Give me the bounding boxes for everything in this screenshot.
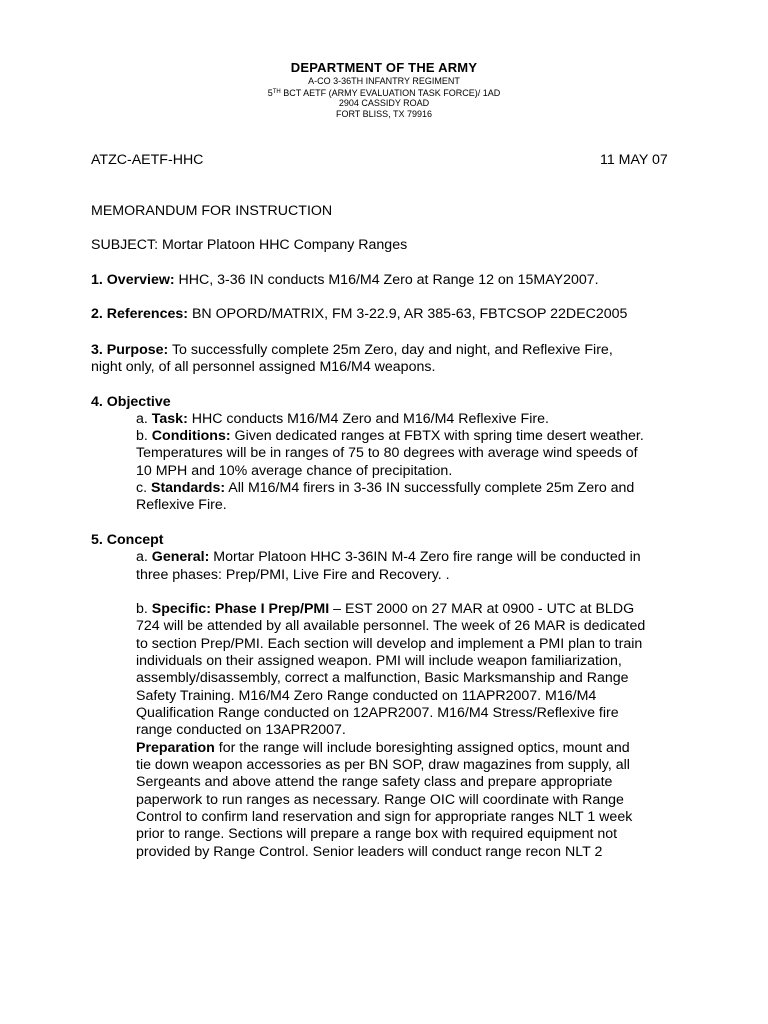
general-text-2: three phases: Prep/PMI, Live Fire and Recovery. .	[136, 567, 450, 583]
standards-label: Standards:	[150, 480, 226, 496]
section-references	[91, 306, 627, 323]
purpose-text-2: night only, of all personnel assigned M16/M4 weapons.	[91, 359, 436, 375]
general-text-1: Mortar Platoon HHC 3-36IN M-4 Zero fire range will be conducted in	[209, 549, 641, 565]
letterhead-city: FORT BLISS, TX 79916	[335, 109, 433, 119]
specific-line-1: – EST 2000 on 27 MAR at 0900 - UTC at BLDG	[329, 601, 635, 617]
memo-subject: SUBJECT: Mortar Platoon HHC Company Ranges	[91, 237, 408, 253]
concept-general	[136, 549, 641, 566]
task-label: Task:	[151, 411, 188, 427]
preparation-label: Preparation	[136, 740, 215, 756]
references-text: BN OPORD/MATRIX, FM 3-22.9, AR 385-63, FBTCSOP 22DEC2005	[188, 306, 628, 322]
preparation-line-6: prior to range. Sections will prepare a range box with required equipment not	[136, 826, 618, 842]
specific-line-6: Safety Training. M16/M4 Zero Range conducted on 11APR2007. M16/M4	[136, 688, 597, 704]
memo-date: 11 MAY 07	[600, 152, 668, 168]
letterhead-bct-superscript: TH	[272, 89, 281, 95]
concept-heading	[91, 532, 164, 549]
conditions-text-3: 10 MPH and 10% average chance of precipitation.	[136, 463, 453, 479]
objective-label: 4. Objective	[91, 394, 171, 410]
section-overview	[91, 272, 599, 289]
general-prefix: a.	[136, 549, 152, 565]
specific-line-7: Qualification Range conducted on 12APR2007. M16/M4 Stress/Reflexive fire	[136, 705, 619, 721]
conditions-prefix: b.	[136, 428, 152, 444]
preparation-line-7: provided by Range Control. Senior leaders will conduct range recon NLT 2	[136, 844, 603, 860]
letterhead-street: 2904 CASSIDY ROAD	[338, 98, 430, 108]
objective-standards	[136, 480, 634, 497]
specific-line-5: assembly/disassembly, correct a malfunction, Basic Marksmanship and Range	[136, 670, 629, 686]
preparation-line-5: Control to confirm land reservation and sign for appropriate ranges NLT 1 week	[136, 809, 633, 825]
specific-line-2: 724 will be attended by all available personnel. The week of 26 MAR is dedicated	[136, 618, 646, 634]
letterhead-bct-text: BCT AETF (ARMY EVALUATION TASK FORCE)/ 1AD	[280, 88, 501, 98]
purpose-text-1: To successfully complete 25m Zero, day and night, and Reflexive Fire,	[168, 342, 613, 358]
specific-line-4: individuals on their assigned weapon. PMI will include weapon familiarization,	[136, 653, 622, 669]
general-label: General:	[151, 549, 210, 565]
specific-prefix: b.	[136, 601, 152, 617]
overview-text: HHC, 3-36 IN conducts M16/M4 Zero at Range 12 on 15MAY2007.	[174, 272, 599, 288]
purpose-label: 3. Purpose:	[91, 342, 169, 358]
section-purpose	[91, 342, 613, 359]
preparation-line-1	[136, 740, 630, 757]
task-text: HHC conducts M16/M4 Zero and M16/M4 Reflexive Fire.	[187, 411, 549, 427]
specific-line-8: range conducted on 13APR2007.	[136, 722, 346, 738]
specific-line-3: to section Prep/PMI. Each section will develop and implement a PMI plan to train	[136, 636, 643, 652]
letterhead-unit: A-CO 3-36TH INFANTRY REGIMENT	[308, 76, 460, 86]
conditions-label: Conditions:	[151, 428, 231, 444]
task-prefix: a.	[136, 411, 152, 427]
references-label: 2. References:	[91, 306, 188, 322]
preparation-line-4: paperwork to run ranges as necessary. Range OIC will coordinate with Range	[136, 792, 624, 808]
preparation-line-3: Sergeants and above attend the range safety class and prepare appropriate	[136, 774, 613, 790]
objective-task	[136, 411, 549, 428]
overview-label: 1. Overview:	[91, 272, 175, 288]
concept-specific	[136, 601, 634, 618]
memo-for: MEMORANDUM FOR INSTRUCTION	[91, 203, 333, 219]
standards-prefix: c.	[136, 480, 151, 496]
preparation-line-2: tie down weapon accessories as per BN SOP, draw magazines from supply, all	[136, 757, 630, 773]
standards-text-2: Reflexive Fire.	[136, 497, 227, 513]
objective-conditions	[136, 428, 644, 445]
specific-label: Specific: Phase I Prep/PMI	[151, 601, 330, 617]
letterhead-title: DEPARTMENT OF THE ARMY	[290, 60, 478, 75]
preparation-text-1: for the range will include boresighting assigned optics, mount and	[214, 740, 630, 756]
conditions-text-1: Given dedicated ranges at FBTX with spring time desert weather.	[230, 428, 644, 444]
standards-text-1: All M16/M4 firers in 3-36 IN successfully complete 25m Zero and	[225, 480, 635, 496]
concept-label: 5. Concept	[91, 532, 164, 548]
conditions-text-2: Temperatures will be in ranges of 75 to 80 degrees with average wind speeds of	[136, 445, 638, 461]
office-symbol: ATZC-AETF-HHC	[91, 152, 204, 168]
objective-heading	[91, 394, 171, 411]
letterhead-bct-number: 5	[267, 88, 273, 98]
